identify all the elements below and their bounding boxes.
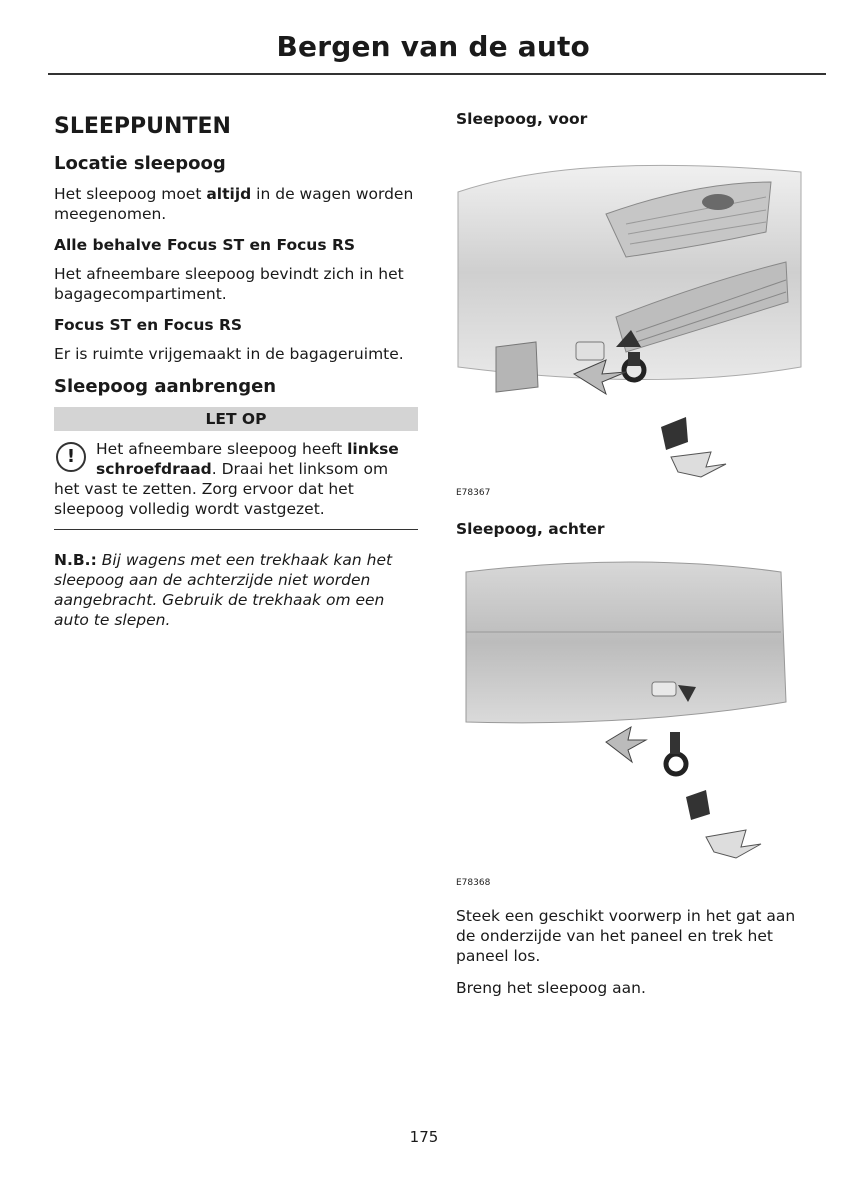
mount-heading: Sleepoog aanbrengen <box>54 376 277 397</box>
rear-bumper-illustration <box>456 552 806 872</box>
note-text: Bij wagens met een trekhaak kan het sleepoog aan de achterzijde niet worden aangebracht. Gebruik de trekhaak om een auto te slepen. <box>54 551 393 629</box>
caution-text-bold: linkse schroefdraad <box>96 440 399 478</box>
location-text-bold: altijd <box>206 185 252 203</box>
location-text-part: Het sleepoog moet <box>54 185 207 203</box>
st-rs-heading: Focus ST en Focus RS <box>54 316 243 334</box>
right-column <box>456 110 816 1010</box>
location-text <box>54 184 418 224</box>
section-title: SLEEPPUNTEN <box>54 114 231 139</box>
all-except-text: Het afneembare sleepoog bevindt zich in het bagagecompartiment. <box>54 265 404 303</box>
caution-bar: LET OP <box>54 407 418 431</box>
location-heading: Locatie sleepoog <box>54 153 226 174</box>
front-figure-code: E78367 <box>456 488 491 498</box>
rear-figure <box>456 552 816 888</box>
header-rule <box>48 73 826 75</box>
instruction-2: Breng het sleepoog aan. <box>456 979 646 997</box>
front-figure-title: Sleepoog, voor <box>456 110 588 128</box>
front-bumper-illustration <box>456 142 806 482</box>
rear-figure-title: Sleepoog, achter <box>456 520 605 538</box>
warning-icon: ! <box>56 442 86 472</box>
note-block <box>54 550 418 630</box>
rear-figure-code: E78368 <box>456 878 491 888</box>
front-figure <box>456 142 816 498</box>
page-number: 175 <box>409 1128 439 1146</box>
st-rs-text: Er is ruimte vrijgemaakt in de bagageruimte. <box>54 345 404 363</box>
note-label: N.B.: <box>54 551 97 569</box>
location-text-part: in de wagen worden meegenomen. <box>54 185 414 223</box>
all-except-heading: Alle behalve Focus ST en Focus RS <box>54 236 356 254</box>
caution-block <box>54 439 418 530</box>
instruction-1: Steek een geschikt voorwerp in het gat aan de onderzijde van het paneel en trek het paneel los. <box>456 907 796 965</box>
caution-text-part: . Draai het linksom om het vast te zetten. Zorg ervoor dat het sleepoog volledig wordt vastgezet. <box>54 460 389 518</box>
page-title: Bergen van de auto <box>276 30 590 63</box>
left-column <box>54 110 418 630</box>
caution-text-part: Het afneembare sleepoog heeft <box>96 440 348 458</box>
